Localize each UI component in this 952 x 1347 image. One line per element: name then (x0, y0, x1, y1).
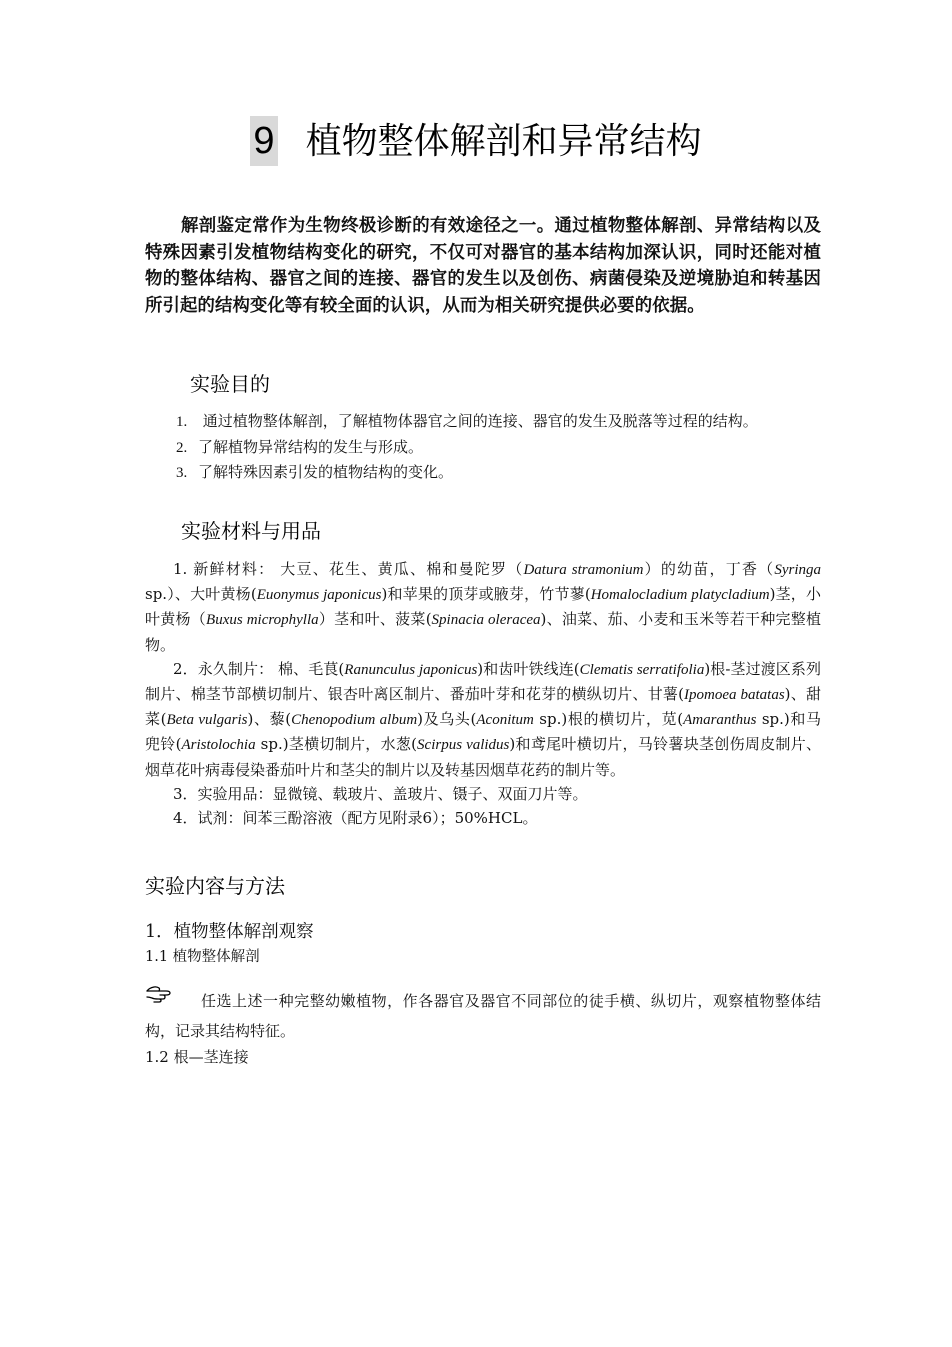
list-text: 通过植物整体解剖，了解植物体器官之间的连接、器官的发生及脱落等过程的结构。 (198, 412, 758, 430)
list-text: 了解特殊因素引发的植物结构的变化。 (198, 463, 454, 481)
list-item (176, 409, 836, 435)
materials-fresh: 1. 新鲜材料： 大豆、花生、黄瓜、棉和曼陀罗（Datura stramonium）的幼苗，丁香（Syringa sp.）、大叶黄杨(Euonymus japonicus)和苹果的顶芽或腋芽，竹节蓼(Homalocladium platycladium)茎，小叶黄杨（Buxus microphylla）茎和叶、菠菜(Spinacia oleracea)、油菜、茄、小麦和玉米等若干种完整植物。 (145, 560, 821, 654)
list-number: 1. (176, 414, 188, 430)
materials-reagents: 4．试剂：间苯三酚溶液（配方见附录6）；50%HCL。 (173, 809, 538, 828)
section-heading-purpose: 实验目的 (190, 372, 270, 396)
subsubsection-heading: 1.2 根—茎连接 (145, 1048, 249, 1066)
materials-slides: 2．永久制片： 棉、毛茛(Ranunculus japonicus)和齿叶铁线连(Clematis serratifolia)根-茎过渡区系列制片、棉茎节部横切制片、银杏叶离区制片、番茄叶芽和花芽的横纵切片、甘薯(Ipomoea batatas)、甜菜(Beta vulgaris)、藜(Chenopodium album)及乌头(Aconitum sp.)根的横切片，苋(Amaranthus sp.)和马兜铃(Aristolochia sp.)茎横切制片，水葱(Scirpus validus)和鸢尾叶横切片，马铃薯块茎创伤周皮制片、烟草花叶病毒侵染番茄叶片和茎尖的制片以及转基因烟草花药的制片等。 (145, 659, 821, 779)
section-heading-methods: 实验内容与方法 (145, 874, 285, 898)
method-paragraph: 任选上述一种完整幼嫩植物，作各器官及器官不同部位的徒手横、纵切片，观察植物整体结构，记录其结构特征。 (145, 992, 821, 1040)
list-item (176, 435, 836, 461)
purpose-list (176, 409, 836, 486)
list-number: 3. (176, 465, 188, 481)
list-number: 2. (176, 439, 188, 456)
chapter-title: 植物整体解剖和异常结构 (305, 121, 702, 162)
page-title (0, 116, 952, 167)
materials-body (145, 557, 821, 830)
abstract-paragraph: 解剖鉴定常作为生物终极诊断的有效途径之一。通过植物整体解剖、异常结构以及特殊因素引发植物结构变化的研究，不仅可对器官的基本结构加深认识，同时还能对植物的整体结构、器官之间的连接、器官的发生以及创伤、病菌侵染及逆境胁迫和转基因所引起的结构变化等有较全面的认识，从而为相关研究提供必要的依据。 (145, 216, 821, 316)
subsubsection-heading: 1.1 植物整体解剖 (145, 949, 260, 965)
list-item (176, 460, 836, 486)
chapter-number: 9 (250, 116, 277, 166)
subsection-heading: 1．植物整体解剖观察 (145, 922, 314, 942)
materials-tools: 3．实验用品：显微镜、载玻片、盖玻片、镊子、双面刀片等。 (173, 784, 588, 803)
section-heading-materials: 实验材料与用品 (181, 519, 321, 543)
list-text: 了解植物异常结构的发生与形成。 (198, 437, 424, 456)
